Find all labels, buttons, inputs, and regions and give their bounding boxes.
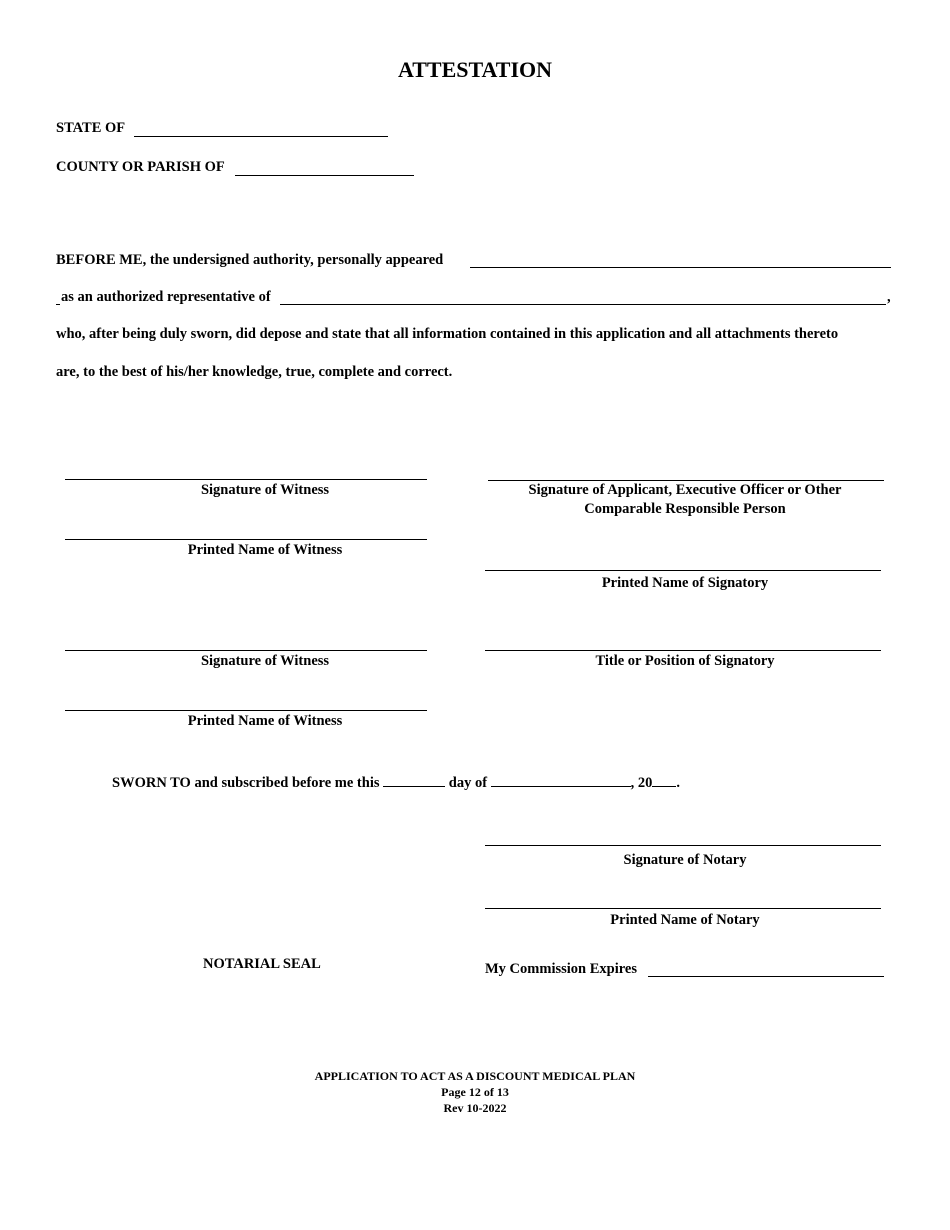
- witness-signature-2-label: Signature of Witness: [200, 653, 330, 669]
- sworn-text-3: , 20: [630, 775, 653, 791]
- sworn-month-field[interactable]: [491, 773, 631, 787]
- state-field[interactable]: [134, 136, 388, 137]
- notary-name-line[interactable]: [485, 908, 881, 909]
- body-line-2-comma: ,: [887, 289, 891, 305]
- applicant-signature-label-1: Signature of Applicant, Executive Officer or Other: [528, 482, 842, 498]
- commission-expires-field[interactable]: [648, 976, 884, 977]
- organization-field[interactable]: [280, 304, 886, 305]
- witness-name-2-line[interactable]: [65, 710, 427, 711]
- sworn-text-2: day of: [448, 775, 488, 791]
- signatory-title-line[interactable]: [485, 650, 881, 651]
- sworn-text-1: SWORN TO and subscribed before me this: [112, 775, 380, 791]
- body-line-2: as an authorized representative of: [61, 289, 271, 305]
- body-line-3: who, after being duly sworn, did depose and state that all information contained in this application and all attachments thereto: [56, 326, 839, 342]
- witness-name-1-label: Printed Name of Witness: [187, 542, 343, 558]
- applicant-signature-label-2: Comparable Responsible Person: [584, 501, 786, 517]
- sworn-statement: [112, 773, 680, 792]
- signatory-name-label: Printed Name of Signatory: [601, 575, 769, 591]
- footer-revision: Rev 10-2022: [443, 1101, 507, 1115]
- sworn-text-4: .: [676, 775, 681, 791]
- county-field[interactable]: [235, 175, 414, 176]
- footer-page-number: Page 12 of 13: [441, 1085, 509, 1099]
- footer-title: APPLICATION TO ACT AS A DISCOUNT MEDICAL PLAN: [314, 1069, 636, 1083]
- sworn-day-field[interactable]: [383, 773, 445, 787]
- witness-signature-1-line[interactable]: [65, 479, 427, 480]
- witness-name-1-line[interactable]: [65, 539, 427, 540]
- state-label: STATE OF: [56, 120, 126, 136]
- sworn-year-field[interactable]: [652, 773, 676, 787]
- body-line-1: BEFORE ME, the undersigned authority, personally appeared: [56, 252, 444, 268]
- underline-lead: [56, 304, 60, 305]
- applicant-signature-line[interactable]: [488, 480, 884, 481]
- notary-signature-label: Signature of Notary: [623, 852, 747, 868]
- appeared-person-field[interactable]: [470, 267, 891, 268]
- county-label: COUNTY OR PARISH OF: [56, 159, 225, 175]
- notarial-seal-label: NOTARIAL SEAL: [203, 956, 321, 972]
- witness-signature-1-label: Signature of Witness: [200, 482, 330, 498]
- notary-name-label: Printed Name of Notary: [610, 912, 760, 928]
- witness-name-2-label: Printed Name of Witness: [187, 713, 343, 729]
- notary-signature-line[interactable]: [485, 845, 881, 846]
- body-line-4: are, to the best of his/her knowledge, true, complete and correct.: [56, 364, 453, 380]
- witness-signature-2-line[interactable]: [65, 650, 427, 651]
- page-title: ATTESTATION: [397, 57, 553, 82]
- signatory-name-line[interactable]: [485, 570, 881, 571]
- signatory-title-label: Title or Position of Signatory: [595, 653, 775, 669]
- commission-expires-label: My Commission Expires: [485, 961, 637, 977]
